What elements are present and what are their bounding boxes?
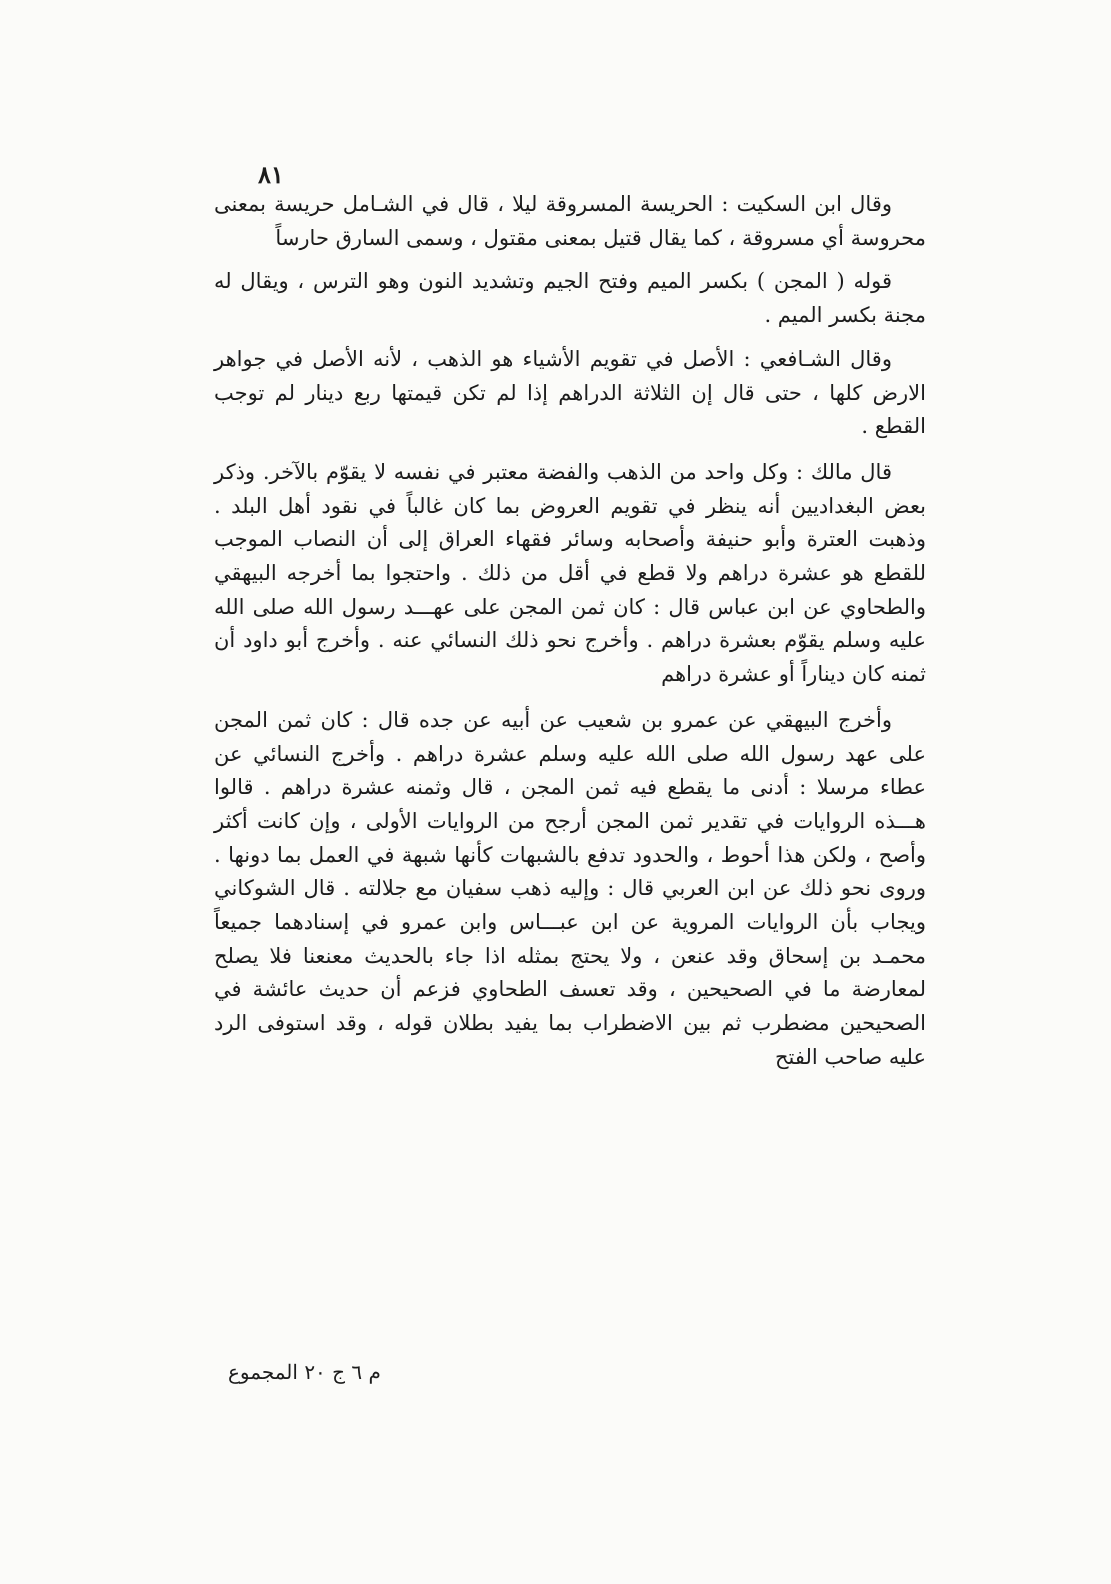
paragraph-mijan: قوله ( المجن ) بكسر الميم وفتح الجيم وتشديد النون وهو الترس ، ويقال له مجنة بكسر الميم . xyxy=(214,269,926,328)
paragraph-shafii: وقال الشـافعي : الأصل في تقويم الأشياء هو الذهب ، لأنه الأصل في جواهر الارض كلها ، حتى قال إن الثلاثة الدراهم إذا لم تكن قيمتها ربع دينار لم توجب القطع . xyxy=(214,346,926,439)
paragraph-harisa: وقال ابن السكيت : الحريسة المسروقة ليلا ، قال في الشـامل حريسة بمعنى محروسة أي مسروقة ، كما يقال قتيل بمعنى مقتول ، وسمى السارق حارساً xyxy=(214,192,926,250)
paragraph-bayhaqi: وأخرج البيهقي عن عمرو بن شعيب عن أبيه عن جده قال : كان ثمن المجن على عهد رسول الله صلى الله عليه وسلم عشرة دراهم . وأخرج النسائي عن عطاء مرسلا : أدنى ما يقطع فيه ثمن المجن ، قال وثمنه عشرة دراهم . قالوا هـــذه الروايات في تقدير ثمن المجن أرجح من الروايات الأولى ، وإن كانت أكثر وأصح ، ولكن هذا أحوط ، والحدود تدفع بالشبهات كأنها شبهة في العمل بما دونها . وروى نحو ذلك عن ابن العربي قال : وإليه ذهب سفيان مع جلالته . قال الشوكاني ويجاب بأن الروايات المروية عن ابن عبـــاس وابن عمرو في إسنادهما جميعاً محمـد بن إسحاق وقد عنعن ، ولا يحتج بمثله اذا جاء بالحديث معنعنا فلا يصلح لمعارضة ما في الصحيحين ، وقد تعسف الطحاوي فزعم أن حديث عائشة في الصحيحين مضطرب ثم بين الاضطراب بما يفيد بطلان قوله ، وقد استوفى الرد عليه صاحب الفتح xyxy=(214,707,926,1069)
signature-line: م ٦ ج ٢٠ المجموع xyxy=(228,1360,381,1384)
body-text xyxy=(214,188,926,1087)
page-number: ٨١ xyxy=(258,160,284,189)
paragraph-malik: قال مالك : وكل واحد من الذهب والفضة معتبر في نفسه لا يقوّم بالآخر. وذكر بعض البغداديين أنه ينظر في تقويم العروض بما كان غالباً في نقود أهل البلد . وذهبت العترة وأبو حنيفة وأصحابه وسائر فقهاء العراق إلى أن النصاب الموجب للقطع هو عشرة دراهم ولا قطع في أقل من ذلك . واحتجوا بما أخرجه البيهقي والطحاوي عن ابن عباس قال : كان ثمن المجن على عهـــد رسول الله صلى الله عليه وسلم يقوّم بعشرة دراهم . وأخرج نحو ذلك النسائي عنه . وأخرج أبو داود أن ثمنه كان ديناراً أو عشرة دراهم xyxy=(214,459,926,687)
